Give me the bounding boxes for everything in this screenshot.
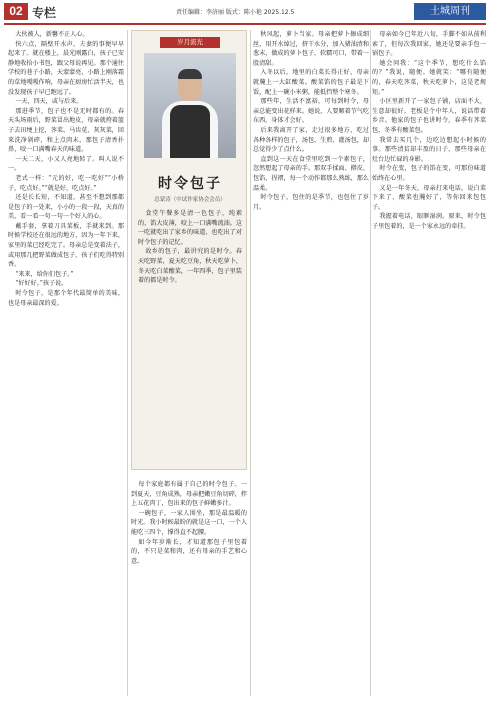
header-rule (4, 23, 486, 25)
paragraph: 故乡的包子，最讲究的是时令。春天吃野菜，夏天吃豆角，秋天吃萝卜，冬天吃白菜酸菜，一年四季，包子里装着的都是时令。 (138, 248, 242, 285)
editor-meta: 责任编辑：李济丽 版式：陈小艳 2025.12.5 (176, 9, 295, 16)
paragraph: 母亲如今已年近八旬，手脚不如从前利索了，但每次我回家，她还是要亲手包一锅包子。 (372, 31, 486, 58)
column-4 (372, 30, 486, 696)
paragraph: 直到这一天在食堂里吃到一个素包子，忽然想起了母亲的手。那双手揉面、擀皮、包馅、捏褶，每一个动作都那么熟练，那么温柔。 (253, 155, 369, 192)
paragraph: 秋风起，萝卜当家。母亲把萝卜擦成细丝，用开水焯过，挤干水分，加入猪油渣和葱末，做成的萝卜包子，软糯可口，带着一股清甜。 (253, 31, 369, 67)
paragraph: 老式一样：“元的好，吃一吃好”“小桥子，吃点好。”“就是好，吃点好。” (8, 174, 124, 192)
paragraph: 一天，四天，或与后来。 (15, 98, 83, 106)
paragraph: 我常去买几个，边吃边想起小时候的事。那些清贫却丰盈的日子，那些母亲在灶台边忙碌的身影。 (372, 136, 486, 163)
section-title: 专栏 (32, 6, 57, 20)
paragraph: 食堂午餐多是清一色包子，纯素的，馅大皮薄，咬上一口满嘴流油。这一吃就吃出了家乡的味道，也吃出了对时令包子的记忆。 (138, 210, 242, 246)
page-header (0, 0, 490, 22)
paragraph: 我握着电话，眼眶湿润。原来，时令包子里包着的，是一个家永远的牵挂。 (372, 213, 486, 230)
feature-text (138, 209, 242, 465)
paragraph: 那些年，生活不富裕，可每到时令，母亲总能变出花样来。她说，人要顺着节气吃东西，身体才会好。 (253, 98, 369, 125)
newspaper-brand: 土城周刊 (414, 3, 486, 20)
feature-box (131, 30, 247, 470)
paragraph: 小区里新开了一家包子铺，店面不大，生意却很好。老板是个中年人，说话带着乡音。他家的包子也讲时令，春季有荠菜包，冬季有酸菜包。 (372, 98, 486, 134)
paragraph: 快六点，隔壁开水声，夫妻的事便早早起来了。就在楼上，晨光刚露白，孩子已安静地收拾小书包，跟父母说再见。那个通往学校的巷子小路，天蒙蒙亮，小路上刚落霜的草地嘎嘎作响，母亲在厨房忙活半天，也没发现孩子早已跑远了。 (8, 40, 124, 96)
paragraph: 时令包子，包住的是季节，也包住了岁月。 (253, 194, 369, 211)
column-1 (8, 30, 124, 696)
column-3 (253, 30, 369, 696)
paragraph: 后来我离开了家，走过很多地方，吃过各种各样的包子，汤包、生煎、灌汤包，却总觉得少了点什么。 (253, 126, 369, 154)
article-author: 总蒙涛（中试作家协会会员） (154, 197, 226, 203)
paragraph: 时令在变，包子的馅在变，可那份味道始终在心里。 (372, 165, 486, 182)
page-number: 02 (4, 3, 28, 20)
article-title: 时令包子 (158, 176, 222, 192)
paragraph: 又是一年冬天，母亲打来电话，说白菜下来了，酸菜也腌好了，等你回来包包子。 (372, 184, 486, 211)
column-divider (127, 30, 128, 696)
paragraph: “来来，给你们包子。” (15, 270, 74, 278)
paragraph: 戴手套，拿着刀具菜板，手就来到。那时候学校还在很远的地方，因为一年下来，家里的菜已经吃完了。母亲总是变着法子，或用那几把野菜做成包子，孩子们吃得特别香。 (8, 222, 124, 269)
paragraph: 如今年岁渐长，才知道那包子里包着的，不只是菜和肉，还有母亲的手艺和心意。 (131, 538, 247, 565)
feature-banner: 岁月流光 (160, 37, 220, 48)
paragraph: 入冬以后，地里的白菜长得正好，母亲就腌上一大缸酸菜。酸菜馅的包子最是下饭，配上一碗小米粥，能抵挡整个寒冬。 (253, 69, 369, 96)
paragraph: 一天二天，小又人亮地转了。叫人说不一。 (8, 155, 124, 173)
author-photo (144, 53, 236, 158)
paragraph: 那进季节，包子也不是无时都有的。春天头场雨后，野菜冒出地皮，母亲就挎着篮子去田埂上挖，荠菜、马齿苋、灰灰菜，回来洗净剁碎，和上点肉末，那包子清香扑鼻，咬一口满嘴春天的味道。 (8, 107, 124, 154)
paragraph: 大伙被人，新馨不正人心。 (15, 31, 89, 38)
paragraph: 每个家庭都有属于自己的时令包子。一到夏天，豆角成熟，母亲把嫩豆角切碎，拌上五花肉丁，包出来的包子鲜嫩多汁。 (131, 481, 247, 508)
paragraph: 她会问我：“这个季节，想吃什么馅的？”我说，随便。她就笑：“哪有随便的，春天吃荠菜，秋天吃萝卜，这是老规矩。” (372, 59, 486, 96)
paragraph: 一碗包子，一家人围坐，那是最温暖的时光。我小时候最盼的就是这一口，一个人能吃三四个，撑得直不起腰。 (131, 509, 247, 536)
column-2-bottom (131, 480, 247, 696)
photo-hair (178, 69, 202, 79)
column-divider (250, 30, 251, 696)
photo-vest (170, 105, 210, 158)
column-divider (370, 30, 371, 696)
paragraph: “好好好。”孩子说。 (15, 280, 68, 288)
paragraph: 时令包子，是那个年代最简单的美味，也是母亲最深的爱。 (8, 290, 124, 307)
paragraph: 还是长长短，不知道，甚至不想到那都是包子的一处来，小小的一段一段，天真的美，看一看一句一句一个好人的心。 (8, 194, 124, 221)
